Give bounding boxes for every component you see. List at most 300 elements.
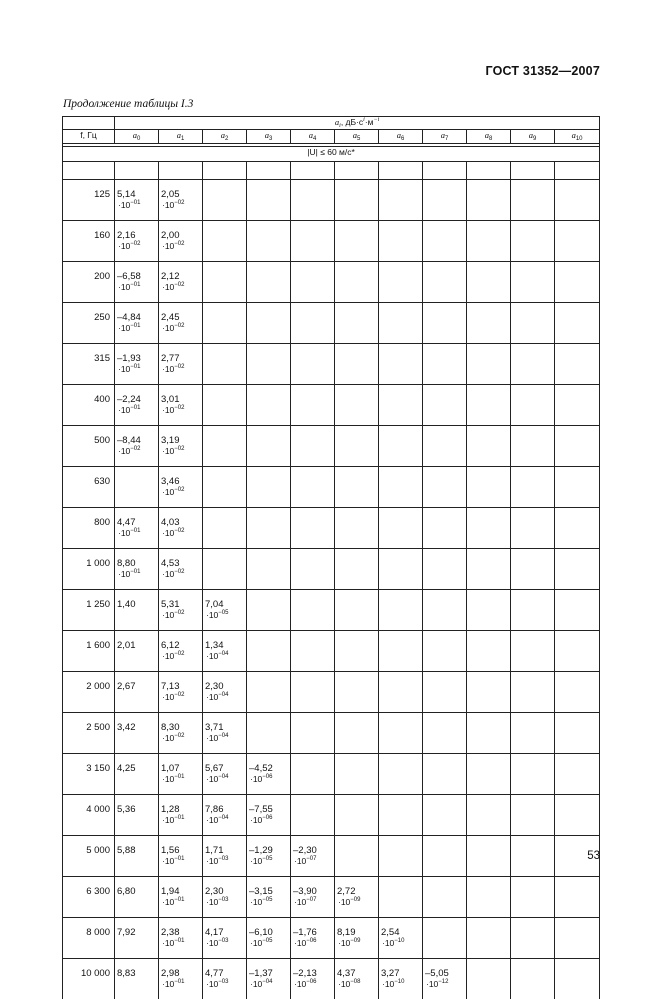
coef-header-symbol: a — [353, 130, 357, 140]
coefficient-cell — [467, 795, 511, 836]
coefficient-mantissa: –1,37 — [249, 968, 290, 979]
power-of-ten: $\cdot 10^{-01}$ — [117, 282, 158, 293]
blank-cell — [511, 162, 555, 180]
coefficient-cell — [115, 549, 159, 590]
power-of-ten: $\cdot 10^{-10}$ — [381, 979, 422, 990]
coefficient-cell — [423, 590, 467, 631]
blank-cell — [467, 162, 511, 180]
coefficient-cell — [511, 672, 555, 713]
coefficient-cell — [291, 426, 335, 467]
group-header-sub: i — [339, 123, 341, 129]
coefficient-cell — [247, 467, 291, 508]
exponent: −01 — [130, 528, 140, 534]
power-of-ten: $\cdot 10^{-02}$ — [161, 364, 202, 375]
coefficient-cell — [159, 303, 203, 344]
coefficient-cell — [379, 180, 423, 221]
frequency-cell: 8 000 — [63, 918, 115, 959]
coefficient-cell — [247, 385, 291, 426]
coefficient-cell — [159, 180, 203, 221]
coefficient-mantissa: –1,93 — [117, 353, 158, 364]
coefficient-cell — [555, 344, 600, 385]
table-row — [63, 631, 600, 672]
coefficient-cell — [467, 631, 511, 672]
power-of-ten: $\cdot 10^{-05}$ — [249, 856, 290, 867]
power-of-ten: $\cdot 10^{-04}$ — [205, 692, 246, 703]
coefficient-mantissa: 7,86 — [205, 804, 246, 815]
coefficient-mantissa: 5,88 — [117, 845, 158, 856]
coefficient-cell — [291, 385, 335, 426]
coefficient-cell — [379, 344, 423, 385]
coefficient-cell — [379, 426, 423, 467]
coefficient-cell — [423, 467, 467, 508]
table-row — [63, 713, 600, 754]
coefficient-mantissa: 6,80 — [117, 886, 158, 897]
coefficient-cell — [379, 877, 423, 918]
coefficient-mantissa: 3,01 — [161, 394, 202, 405]
exponent: −05 — [262, 897, 272, 903]
power-of-ten: $\cdot 10^{-02}$ — [161, 733, 202, 744]
power-of-ten: $\cdot 10^{-03}$ — [205, 856, 246, 867]
table-row — [63, 508, 600, 549]
coefficient-cell — [555, 631, 600, 672]
coefficient-cell — [291, 508, 335, 549]
table-caption: Продолжение таблицы I.3 — [63, 98, 193, 110]
exponent: −03 — [218, 979, 228, 985]
coefficient-cell — [115, 180, 159, 221]
coefficient-cell — [511, 262, 555, 303]
coefficient-mantissa: 8,83 — [117, 968, 158, 979]
coefficient-cell — [467, 508, 511, 549]
exponent: −02 — [174, 241, 184, 247]
coefficient-cell — [423, 959, 467, 999]
blank-cell — [555, 162, 600, 180]
coefficient-cell — [335, 549, 379, 590]
power-of-ten: $\cdot 10^{-02}$ — [161, 241, 202, 252]
coefficient-mantissa: 1,94 — [161, 886, 202, 897]
power-of-ten: $\cdot 10^{-02}$ — [161, 487, 202, 498]
coefficient-cell — [467, 262, 511, 303]
coefficient-cell — [203, 467, 247, 508]
coefficient-cell — [379, 303, 423, 344]
power-of-ten: $\cdot 10^{-03}$ — [205, 897, 246, 908]
coefficient-cell — [247, 590, 291, 631]
coefficient-cell — [247, 713, 291, 754]
power-of-ten: $\cdot 10^{-01}$ — [161, 815, 202, 826]
coefficient-cell — [335, 754, 379, 795]
coefficient-mantissa: 4,17 — [205, 927, 246, 938]
empty-corner-cell — [63, 117, 115, 130]
coefficient-mantissa: 2,30 — [205, 886, 246, 897]
exponent: −02 — [174, 323, 184, 329]
coefficient-mantissa: 7,92 — [117, 927, 158, 938]
coefficient-cell — [555, 672, 600, 713]
exponent: −07 — [306, 897, 316, 903]
coefficient-cell — [115, 959, 159, 999]
coefficient-cell — [335, 795, 379, 836]
exponent: −05 — [262, 938, 272, 944]
coef-header-cell — [159, 130, 203, 144]
power-of-ten: $\cdot 10^{-02}$ — [161, 528, 202, 539]
table-row — [63, 590, 600, 631]
coefficient-cell — [335, 385, 379, 426]
coefficient-cell — [247, 959, 291, 999]
exponent: −02 — [174, 446, 184, 452]
standard-designation: ГОСТ 31352—2007 — [470, 64, 600, 78]
table-row — [63, 918, 600, 959]
coefficient-cell — [555, 426, 600, 467]
coefficient-mantissa: 1,40 — [117, 599, 158, 610]
coefficient-cell — [291, 631, 335, 672]
coefficient-cell — [423, 426, 467, 467]
coefficient-cell — [511, 836, 555, 877]
coefficient-mantissa: 2,67 — [117, 681, 158, 692]
page-number: 53 — [560, 850, 600, 862]
coefficient-cell — [511, 754, 555, 795]
exponent: −02 — [174, 282, 184, 288]
coefficient-cell — [379, 672, 423, 713]
coefficient-mantissa: 4,37 — [337, 968, 378, 979]
coefficient-cell — [467, 426, 511, 467]
power-of-ten: $\cdot 10^{-05}$ — [249, 897, 290, 908]
exponent: −02 — [174, 528, 184, 534]
power-of-ten: $\cdot 10^{-04}$ — [205, 651, 246, 662]
coef-header-cell — [467, 130, 511, 144]
coefficient-cell — [291, 672, 335, 713]
coefficient-cell — [203, 918, 247, 959]
coef-header-cell — [247, 130, 291, 144]
coefficient-cell — [423, 303, 467, 344]
frequency-cell: 1 000 — [63, 549, 115, 590]
exponent: −01 — [174, 774, 184, 780]
coefficient-cell — [291, 467, 335, 508]
coefficient-cell — [511, 549, 555, 590]
coefficient-cell — [555, 877, 600, 918]
coefficient-cell — [203, 590, 247, 631]
coefficient-cell — [335, 918, 379, 959]
coefficient-cell — [115, 221, 159, 262]
column-header-row — [63, 130, 600, 144]
coefficient-mantissa: 2,12 — [161, 271, 202, 282]
frequency-cell: 125 — [63, 180, 115, 221]
coefficient-cell — [247, 549, 291, 590]
exponent: −01 — [130, 364, 140, 370]
coefficient-cell — [335, 180, 379, 221]
table-row — [63, 754, 600, 795]
coefficient-mantissa: –7,55 — [249, 804, 290, 815]
coefficient-cell — [335, 877, 379, 918]
coefficient-cell — [335, 590, 379, 631]
coef-header-symbol: a — [265, 130, 269, 140]
exponent: −03 — [218, 856, 228, 862]
coefficient-cell — [335, 262, 379, 303]
table-row — [63, 836, 600, 877]
power-of-ten: $\cdot 10^{-01}$ — [117, 569, 158, 580]
table-row — [63, 467, 600, 508]
coefficient-cell — [203, 877, 247, 918]
table-row — [63, 180, 600, 221]
coef-header-sub: 8 — [489, 136, 492, 142]
exponent: −04 — [218, 733, 228, 739]
coefficient-mantissa: –1,29 — [249, 845, 290, 856]
exponent: −01 — [174, 815, 184, 821]
exponent: −12 — [438, 979, 448, 985]
exponent: −09 — [350, 938, 360, 944]
exponent: −03 — [218, 938, 228, 944]
coefficient-cell — [467, 918, 511, 959]
coefficient-cell — [423, 795, 467, 836]
power-of-ten: $\cdot 10^{-05}$ — [249, 938, 290, 949]
exponent: −02 — [174, 200, 184, 206]
frequency-cell: 400 — [63, 385, 115, 426]
coefficient-cell — [467, 385, 511, 426]
coefficient-cell — [379, 836, 423, 877]
coefficient-mantissa: 4,53 — [161, 558, 202, 569]
coef-header-sub: 2 — [225, 136, 228, 142]
coefficient-cell — [247, 221, 291, 262]
coefficient-cell — [555, 221, 600, 262]
coef-header-sub: 1 — [181, 136, 184, 142]
coefficient-cell — [203, 549, 247, 590]
coef-header-sub: 9 — [533, 136, 536, 142]
power-of-ten: $\cdot 10^{-05}$ — [205, 610, 246, 621]
coefficient-mantissa: 1,28 — [161, 804, 202, 815]
coefficient-cell — [423, 262, 467, 303]
coefficient-cell — [467, 590, 511, 631]
frequency-cell: 160 — [63, 221, 115, 262]
coefficient-cell — [555, 549, 600, 590]
blank-row — [63, 162, 600, 180]
coef-header-symbol: a — [221, 130, 225, 140]
coefficient-cell — [379, 385, 423, 426]
blank-cell — [423, 162, 467, 180]
coefficient-cell — [159, 877, 203, 918]
exponent: −03 — [218, 897, 228, 903]
coefficient-mantissa: 3,46 — [161, 476, 202, 487]
coefficient-cell — [511, 918, 555, 959]
power-of-ten: $\cdot 10^{-06}$ — [249, 774, 290, 785]
table-row — [63, 385, 600, 426]
coefficient-mantissa: –4,84 — [117, 312, 158, 323]
coefficient-cell — [423, 631, 467, 672]
coefficient-cell — [335, 344, 379, 385]
coefficient-cell — [511, 795, 555, 836]
frequency-cell: 10 000 — [63, 959, 115, 999]
coefficient-cell — [379, 467, 423, 508]
coef-header-symbol: a — [441, 130, 445, 140]
coefficient-cell — [247, 508, 291, 549]
exponent: −02 — [130, 241, 140, 247]
coefficient-cell — [555, 180, 600, 221]
power-of-ten: $\cdot 10^{-02}$ — [117, 241, 158, 252]
power-of-ten: $\cdot 10^{-01}$ — [117, 528, 158, 539]
coefficient-cell — [335, 508, 379, 549]
coef-header-sub: 10 — [576, 136, 583, 142]
freq-header-label: f, Гц — [80, 130, 97, 140]
coefficient-cell — [423, 549, 467, 590]
coefficient-cell — [115, 918, 159, 959]
coefficient-cell — [203, 180, 247, 221]
power-of-ten: $\cdot 10^{-09}$ — [337, 938, 378, 949]
power-of-ten: $\cdot 10^{-01}$ — [161, 979, 202, 990]
coefficient-cell — [115, 713, 159, 754]
table-row — [63, 549, 600, 590]
blank-cell — [247, 162, 291, 180]
coefficient-cell — [555, 262, 600, 303]
coefficient-mantissa: 4,25 — [117, 763, 158, 774]
coefficient-cell — [467, 344, 511, 385]
coefficient-cell — [203, 672, 247, 713]
blank-cell — [379, 162, 423, 180]
coefficient-mantissa: 2,98 — [161, 968, 202, 979]
coefficient-mantissa: 2,72 — [337, 886, 378, 897]
coefficient-cell — [115, 344, 159, 385]
exponent: −02 — [174, 692, 184, 698]
coefficient-cell — [115, 836, 159, 877]
power-of-ten: $\cdot 10^{-02}$ — [161, 610, 202, 621]
coefficient-cell — [379, 262, 423, 303]
coefficient-cell — [291, 959, 335, 999]
power-of-ten: $\cdot 10^{-01}$ — [117, 405, 158, 416]
exponent: −01 — [174, 897, 184, 903]
coef-header-sub: 0 — [137, 136, 140, 142]
coefficient-mantissa: 1,56 — [161, 845, 202, 856]
coef-header-sub: 5 — [357, 136, 360, 142]
group-header-unit: , дБ·с — [341, 117, 363, 127]
blank-cell — [115, 162, 159, 180]
coefficient-cell — [203, 959, 247, 999]
coefficient-cell — [423, 180, 467, 221]
coefficient-cell — [379, 918, 423, 959]
coefficient-cell — [467, 672, 511, 713]
coefficient-mantissa: 2,54 — [381, 927, 422, 938]
power-of-ten: $\cdot 10^{-07}$ — [293, 856, 334, 867]
coefficient-mantissa: –3,90 — [293, 886, 334, 897]
coefficient-cell — [291, 836, 335, 877]
coef-header-symbol: a — [133, 130, 137, 140]
exponent: −02 — [174, 487, 184, 493]
power-of-ten: $\cdot 10^{-02}$ — [161, 692, 202, 703]
coefficient-cell — [511, 959, 555, 999]
coefficient-cell — [247, 918, 291, 959]
coefficient-cell — [335, 959, 379, 999]
coefficient-cell — [467, 959, 511, 999]
power-of-ten: $\cdot 10^{-06}$ — [293, 938, 334, 949]
table-row — [63, 877, 600, 918]
coefficient-cell — [203, 836, 247, 877]
coefficient-cell — [467, 877, 511, 918]
coefficient-cell — [159, 344, 203, 385]
power-of-ten: $\cdot 10^{-02}$ — [161, 569, 202, 580]
blank-cell — [159, 162, 203, 180]
coefficient-mantissa: 6,12 — [161, 640, 202, 651]
coefficient-cell — [467, 836, 511, 877]
power-of-ten: $\cdot 10^{-04}$ — [205, 733, 246, 744]
coefficient-cell — [335, 426, 379, 467]
coefficient-cell — [291, 590, 335, 631]
coefficient-cell — [159, 262, 203, 303]
coefficient-mantissa: 1,07 — [161, 763, 202, 774]
coefficient-mantissa: –5,05 — [425, 968, 466, 979]
exponent: −01 — [130, 569, 140, 575]
group-header-cell — [115, 117, 600, 130]
coefficient-cell — [555, 590, 600, 631]
coef-header-symbol: a — [529, 130, 533, 140]
coefficient-cell — [555, 959, 600, 999]
coefficient-mantissa: 5,14 — [117, 189, 158, 200]
coef-header-symbol: a — [177, 130, 181, 140]
coefficient-cell — [291, 877, 335, 918]
coefficient-mantissa: –8,44 — [117, 435, 158, 446]
coefficient-cell — [115, 467, 159, 508]
coefficient-cell — [159, 590, 203, 631]
coefficient-cell — [423, 877, 467, 918]
coefficient-cell — [467, 180, 511, 221]
power-of-ten: $\cdot 10^{-04}$ — [249, 979, 290, 990]
coef-header-sub: 3 — [269, 136, 272, 142]
group-header-unit-sup: i — [363, 117, 365, 123]
coefficient-cell — [555, 467, 600, 508]
power-of-ten: $\cdot 10^{-02}$ — [161, 405, 202, 416]
coefficient-cell — [423, 221, 467, 262]
coefficient-cell — [511, 344, 555, 385]
coefficient-mantissa: 8,19 — [337, 927, 378, 938]
coefficient-cell — [511, 467, 555, 508]
frequency-cell: 1 600 — [63, 631, 115, 672]
coefficient-cell — [115, 426, 159, 467]
power-of-ten: $\cdot 10^{-03}$ — [205, 938, 246, 949]
exponent: −10 — [394, 979, 404, 985]
coefficient-cell — [555, 713, 600, 754]
coefficient-cell — [511, 877, 555, 918]
exponent: −02 — [174, 733, 184, 739]
coefficient-cell — [555, 918, 600, 959]
coefficient-mantissa: 5,36 — [117, 804, 158, 815]
power-of-ten: $\cdot 10^{-06}$ — [249, 815, 290, 826]
coefficient-mantissa: 7,04 — [205, 599, 246, 610]
coefficient-cell — [423, 918, 467, 959]
power-of-ten: $\cdot 10^{-01}$ — [161, 897, 202, 908]
coefficient-cell — [159, 918, 203, 959]
coefficient-cell — [159, 549, 203, 590]
frequency-cell: 630 — [63, 467, 115, 508]
frequency-cell: 5 000 — [63, 836, 115, 877]
coefficient-cell — [203, 385, 247, 426]
exponent: −07 — [306, 856, 316, 862]
coefficient-mantissa: 2,45 — [161, 312, 202, 323]
coefficient-cell — [335, 713, 379, 754]
coefficient-cell — [291, 918, 335, 959]
exponent: −05 — [262, 856, 272, 862]
coefficient-mantissa: 2,30 — [205, 681, 246, 692]
exponent: −02 — [174, 405, 184, 411]
exponent: −09 — [350, 897, 360, 903]
exponent: −06 — [262, 815, 272, 821]
table-row — [63, 795, 600, 836]
coefficient-mantissa: 2,01 — [117, 640, 158, 651]
coef-header-cell — [511, 130, 555, 144]
coefficient-cell — [247, 303, 291, 344]
exponent: −02 — [174, 364, 184, 370]
power-of-ten: $\cdot 10^{-04}$ — [205, 774, 246, 785]
coefficient-cell — [203, 795, 247, 836]
coefficient-cell — [379, 713, 423, 754]
coefficient-cell — [203, 754, 247, 795]
coef-header-cell — [379, 130, 423, 144]
coefficient-cell — [423, 713, 467, 754]
coefficient-cell — [115, 631, 159, 672]
coefficient-cell — [247, 754, 291, 795]
freq-header-cell — [63, 130, 115, 144]
